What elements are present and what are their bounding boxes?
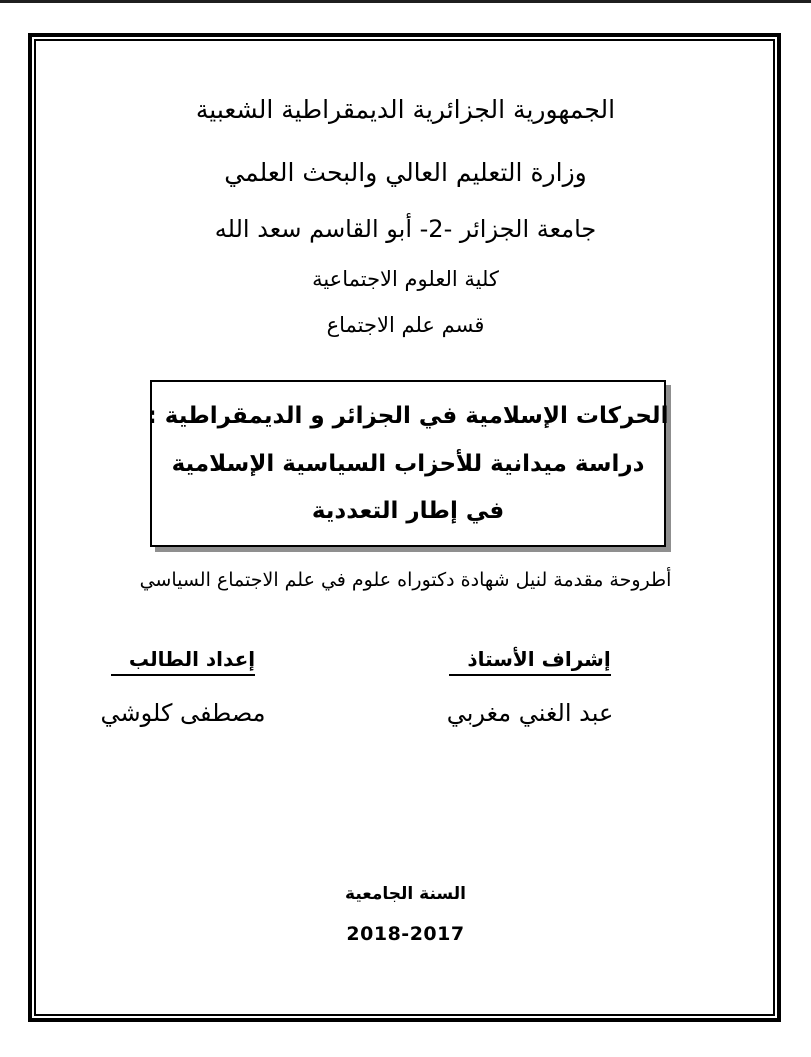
faculty-line: كلية العلوم الاجتماعية: [312, 267, 499, 291]
title-line-2: دراسة ميدانية للأحزاب السياسية الإسلامية: [171, 450, 645, 477]
title-line-3: في إطار التعددية: [311, 498, 505, 525]
student-block: [78, 644, 288, 730]
supervisor-heading: إشراف الأستاذ: [449, 644, 610, 676]
academic-year-value: 2018-2017: [346, 923, 465, 945]
department-line: قسم علم الاجتماع: [326, 313, 485, 337]
supervisor-block: [425, 644, 635, 730]
student-heading: إعداد الطالب: [111, 644, 255, 676]
academic-year-block: [0, 882, 811, 946]
republic-line: الجمهورية الجزائرية الديمقراطية الشعبية: [195, 95, 616, 124]
title-line-1: الحركات الإسلامية في الجزائر و الديمقراطية :: [147, 402, 669, 429]
ministry-line: وزارة التعليم العالي والبحث العلمي: [224, 158, 587, 187]
student-name: مصطفى كلوشي: [100, 699, 266, 727]
university-line: جامعة الجزائر -2- أبو القاسم سعد الله: [214, 215, 597, 243]
supervisor-name: عبد الغني مغربي: [446, 699, 614, 727]
thesis-statement: أطروحة مقدمة لنيل شهادة دكتوراه علوم في علم الاجتماع السياسي: [139, 569, 672, 591]
page-top-edge: [0, 0, 811, 3]
thesis-title-box: [147, 380, 669, 547]
academic-year-label: السنة الجامعية: [345, 884, 466, 904]
